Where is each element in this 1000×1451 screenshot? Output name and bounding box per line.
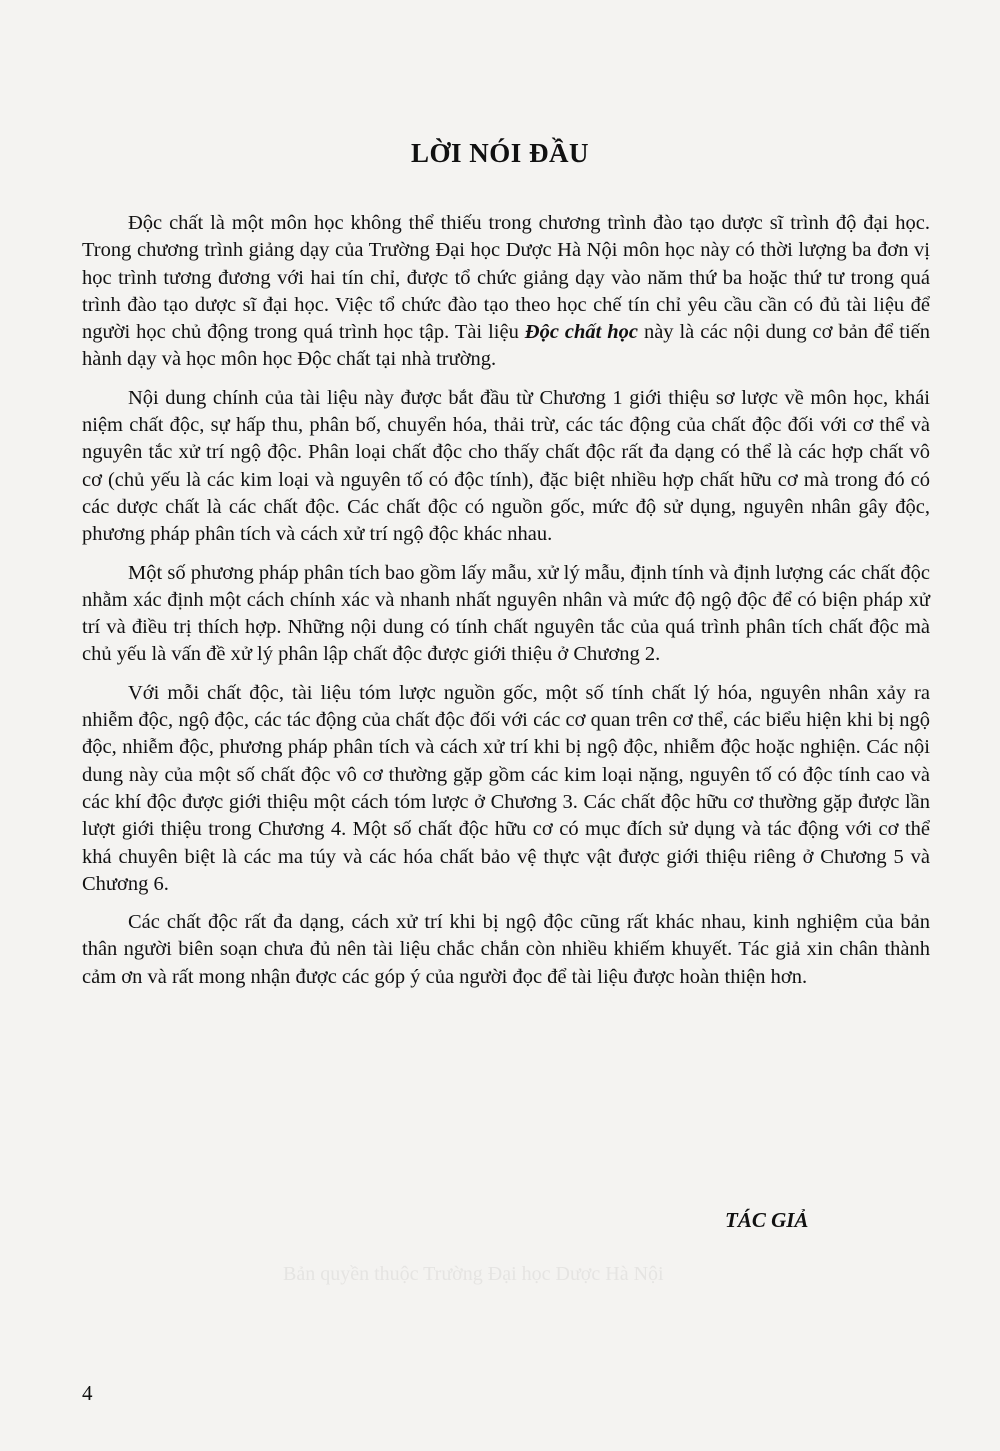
author-signature: TÁC GIẢ	[725, 1208, 809, 1232]
book-title-emphasis: Độc chất học	[524, 321, 638, 344]
paragraph-1-text-start: Độc chất là một môn học không thể thiếu trong chương trình đào tạo dược sĩ trình độ đại học. Trong chương trình giảng dạy của Trường Đại học Dược Hà Nội môn học này có thời lượng ba đơn vị học trình tương đương với hai tín chỉ, được tổ chức giảng dạy vào năm thứ ba hoặc thứ tư trong quá trình đào tạo dược sĩ đại học. Việc tổ chức đào tạo theo học chế tín chỉ yêu cầu cần có đủ tài liệu để người học chủ động trong quá trình học tập. Tài liệu	[82, 212, 930, 344]
body-text	[82, 210, 930, 1002]
paragraph-1	[82, 210, 930, 374]
paragraph-1-text-end: này là các nội dung cơ bản để tiến hành dạy và học môn học Độc chất tại nhà trường.	[82, 321, 930, 371]
page-number: 4	[82, 1381, 93, 1405]
copyright-watermark: Bản quyền thuộc Trường Đại học Dược Hà Nội	[283, 1263, 664, 1285]
paragraph-5: Các chất độc rất đa dạng, cách xử trí khi bị ngộ độc cũng rất khác nhau, kinh nghiệm của bản thân người biên soạn chưa đủ nên tài liệu chắc chắn còn nhiều khiếm khuyết. Tác giả xin chân thành cảm ơn và rất mong nhận được các góp ý của người đọc để tài liệu được hoàn thiện hơn.	[82, 911, 930, 988]
page-title: LỜI NÓI ĐẦU	[410, 138, 590, 168]
paragraph-2: Nội dung chính của tài liệu này được bắt đầu từ Chương 1 giới thiệu sơ lược về môn học, khái niệm chất độc, sự hấp thu, phân bố, chuyển hóa, thải trừ, các tác động của chất độc đối với cơ thể và nguyên tắc xử trí ngộ độc. Phân loại chất độc cho thấy chất độc rất đa dạng có thể là các hợp chất vô cơ (chủ yếu là các kim loại và nguyên tố có độc tính), đặc biệt nhiều hợp chất hữu cơ mà trong đó có các dược chất là các chất độc. Các chất độc có nguồn gốc, mức độ sử dụng, nguyên nhân gây độc, phương pháp phân tích và cách xử trí ngộ độc khác nhau.	[82, 386, 930, 546]
paragraph-3: Một số phương pháp phân tích bao gồm lấy mẫu, xử lý mẫu, định tính và định lượng các chất độc nhằm xác định một cách chính xác và nhanh nhất nguyên nhân và mức độ ngộ độc để có biện pháp xử trí và điều trị thích hợp. Những nội dung có tính chất nguyên tắc của quá trình phân tích chất độc mà chủ yếu là vấn đề xử lý phân lập chất độc được giới thiệu ở Chương 2.	[82, 561, 930, 666]
paragraph-4: Với mỗi chất độc, tài liệu tóm lược nguồn gốc, một số tính chất lý hóa, nguyên nhân xảy ra nhiễm độc, ngộ độc, các tác động của chất độc đối với các cơ quan trên cơ thể, các biểu hiện khi bị ngộ độc, nhiễm độc, phương pháp phân tích và cách xử trí khi bị ngộ độc, nhiễm độc hoặc nghiện. Các nội dung này của một số chất độc vô cơ thường gặp gồm các kim loại nặng, nguyên tố có độc tính cao và các khí độc được giới thiệu một cách tóm lược ở Chương 3. Các chất độc hữu cơ thường gặp được lần lượt giới thiệu trong Chương 4. Một số chất độc hữu cơ có mục đích sử dụng và tác động với cơ thể khá chuyên biệt là các ma túy và các hóa chất bảo vệ thực vật được giới thiệu riêng ở Chương 5 và Chương 6.	[82, 681, 930, 895]
